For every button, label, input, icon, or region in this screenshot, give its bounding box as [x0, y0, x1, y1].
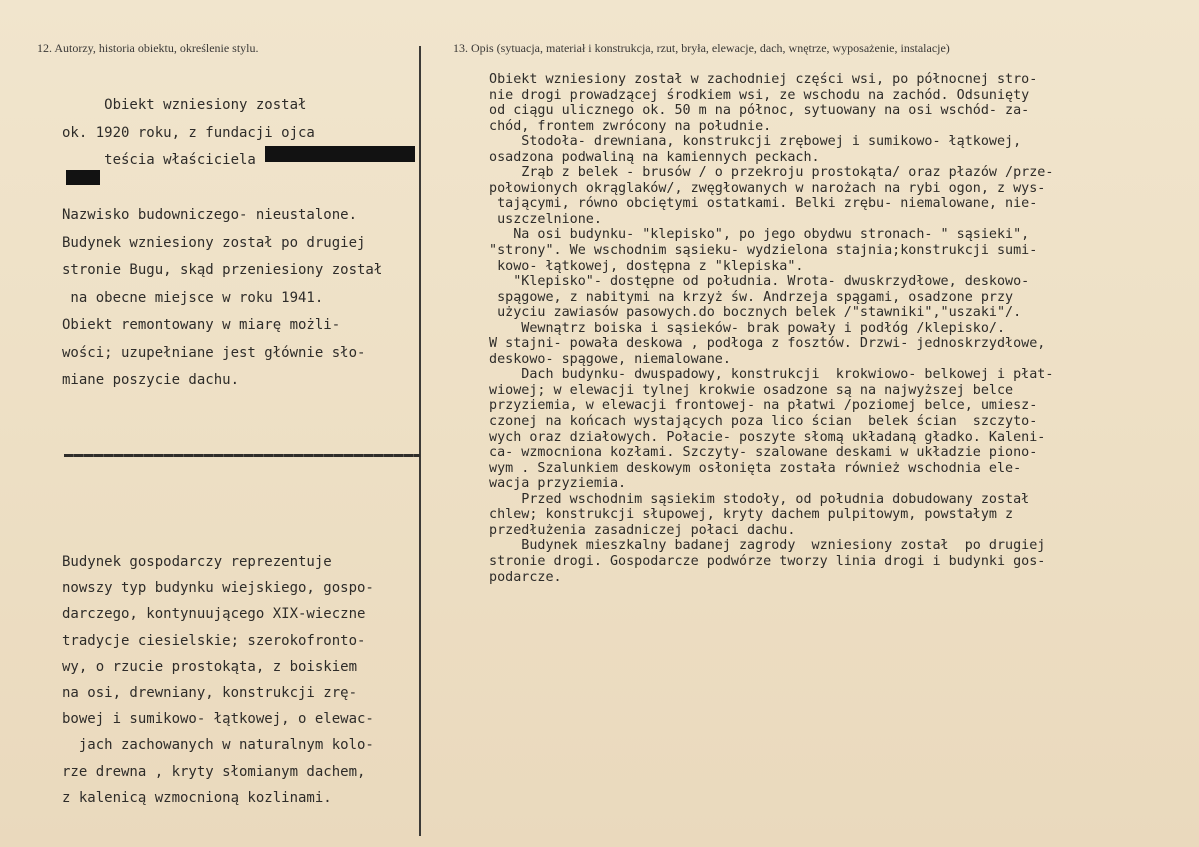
text-line: spągowe, z nabitymi na krzyż św. Andrzeja spągami, osadzone przy: [481, 289, 1014, 305]
text-line: wiowej; w elewacji tylnej krokwie osadzone są na najwyższej belce: [481, 382, 1014, 398]
text-line: tającymi, równo obciętymi ostatkami. Belki zrębu- niemalowane, nie-: [481, 196, 1038, 212]
text-line: deskowo- spągowe, niemalowane.: [481, 351, 731, 367]
text-line: wy, o rzucie prostokąta, z boiskiem: [62, 658, 358, 675]
text-line: Na osi budynku- "klepisko", po jego obydwu stronach- " sąsieki",: [481, 227, 1030, 243]
text-line: na osi, drewniany, konstrukcji zrę-: [62, 685, 358, 702]
column-divider: [419, 46, 421, 836]
text-line: Przed wschodnim sąsiekim stodoły, od południa dobudowany został: [481, 491, 1030, 507]
text-line: z kalenicą wzmocnioną kozlinami.: [62, 789, 332, 806]
text-line: wacja przyziemia.: [481, 476, 627, 492]
text-line: Dach budynku- dwuspadowy, konstrukcji krokwiowo- belkowej i płat-: [481, 367, 1054, 383]
text-line: tradycje ciesielskie; szerokofronto-: [62, 632, 366, 649]
history-text: [62, 92, 382, 395]
text-line: podarcze.: [481, 569, 562, 585]
text-line: W stajni- powała deskowa , podłoga z fosztów. Drzwi- jednoskrzydłowe,: [481, 336, 1046, 352]
text-line: rze drewna , kryty słomianym dachem,: [62, 763, 366, 780]
text-line: połowionych okrąglaków/, zwęgłowanych w narożach na rybi ogon, z wys-: [481, 180, 1046, 196]
text-line: miane poszycie dachu.: [62, 372, 240, 388]
text-line: bowej i sumikowo- łątkowej, o elewac-: [62, 711, 374, 728]
text-line: Nazwisko budowniczego- nieustalone.: [62, 207, 358, 223]
text-line: ca- wzmocniona kozłami. Szczyty- szalowane deskami w układzie piono-: [481, 445, 1038, 461]
section-12-header: 12. Autorzy, historia obiektu, określenie stylu.: [37, 41, 259, 55]
text-line: darczego, kontynuującego XIX-wieczne: [62, 606, 366, 623]
text-line: stronie Bugu, skąd przeniesiony został: [62, 262, 383, 278]
text-line: wym . Szalunkiem deskowym osłonięta została również wschodnia ele-: [481, 460, 1022, 476]
dashed-separator: [64, 454, 420, 457]
redaction-bar: [265, 146, 415, 162]
text-line: czonej na końcach wystających poza lico ścian belek ścian szczyto-: [481, 414, 1038, 430]
section-13-header: 13. Opis (sytuacja, materiał i konstrukcja, rzut, bryła, elewacje, dach, wnętrze, wyposażenie, instalacje): [453, 41, 950, 55]
text-line: Stodoła- drewniana, konstrukcji zrębowej i sumikowo- łątkowej,: [481, 134, 1022, 150]
text-line: Budynek mieszkalny badanej zagrody wzniesiony został po drugiej: [481, 538, 1046, 554]
text-line: chlew; konstrukcji słupowej, kryty dachem pulpitowym, powstałym z: [481, 507, 1014, 523]
text-line: jach zachowanych w naturalnym kolo-: [62, 737, 374, 754]
text-line: chód, frontem zwrócony na południe.: [481, 118, 772, 134]
text-line: ok. 1920 roku, z fundacji ojca: [62, 124, 315, 141]
text-line: Zrąb z belek - brusów / o przekroju prostokąta/ oraz płazów /prze-: [481, 165, 1054, 181]
text-line: przedłużenia zasadniczej połaci dachu.: [481, 522, 796, 538]
text-line: nie drogi prowadzącej środkiem wsi, ze wschodu na zachód. Odsunięty: [481, 87, 1030, 103]
text-line: stronie drogi. Gospodarcze podwórze tworzy linia drogi i budynki gos-: [481, 553, 1046, 569]
text-line: "strony". We wschodnim sąsieku- wydzielona stajnia;konstrukcji sumi-: [481, 243, 1038, 259]
redaction-bar: [66, 170, 100, 185]
text-line: od ciągu ulicznego ok. 50 m na północ, sytuowany na osi wschód- za-: [481, 103, 1030, 119]
style-text: [62, 549, 374, 811]
text-line: osadzona podwaliną na kamiennych peckach.: [481, 149, 820, 165]
text-line: wości; uzupełniane jest głównie sło-: [62, 344, 366, 361]
text-line: Obiekt wzniesiony został w zachodniej części wsi, po północnej stro-: [481, 72, 1038, 87]
text-line: wych oraz działowych. Połacie- poszyte słomą układaną gładko. Kaleni-: [481, 429, 1046, 445]
text-line: przyziemia, w elewacji frontowej- na płatwi /poziomej belce, umiesz-: [481, 398, 1038, 414]
text-line: na obecne miejsce w roku 1941.: [62, 289, 324, 306]
text-line: teścia właściciela: [62, 152, 256, 168]
text-line: uszczelnione.: [481, 211, 602, 227]
text-line: Budynek gospodarczy reprezentuje: [62, 554, 332, 570]
text-line: Obiekt wzniesiony został: [62, 97, 307, 113]
text-line: Obiekt remontowany w miarę możli-: [62, 317, 341, 333]
text-line: Budynek wzniesiony został po drugiej: [62, 234, 366, 251]
description-text: [481, 72, 1053, 585]
text-line: Wewnątrz boiska i sąsieków- brak powały i podłóg /klepisko/.: [481, 320, 1006, 336]
text-line: użyciu zawiasów pasowych.do bocznych belek /"stawniki","uszaki"/.: [481, 305, 1022, 321]
text-line: [62, 175, 382, 203]
text-line: nowszy typ budynku wiejskiego, gospo-: [62, 580, 374, 597]
text-line: kowo- łątkowej, dostępna z "klepiska".: [481, 258, 804, 274]
text-line: "Klepisko"- dostępne od południa. Wrota- dwuskrzydłowe, deskowo-: [481, 274, 1030, 290]
